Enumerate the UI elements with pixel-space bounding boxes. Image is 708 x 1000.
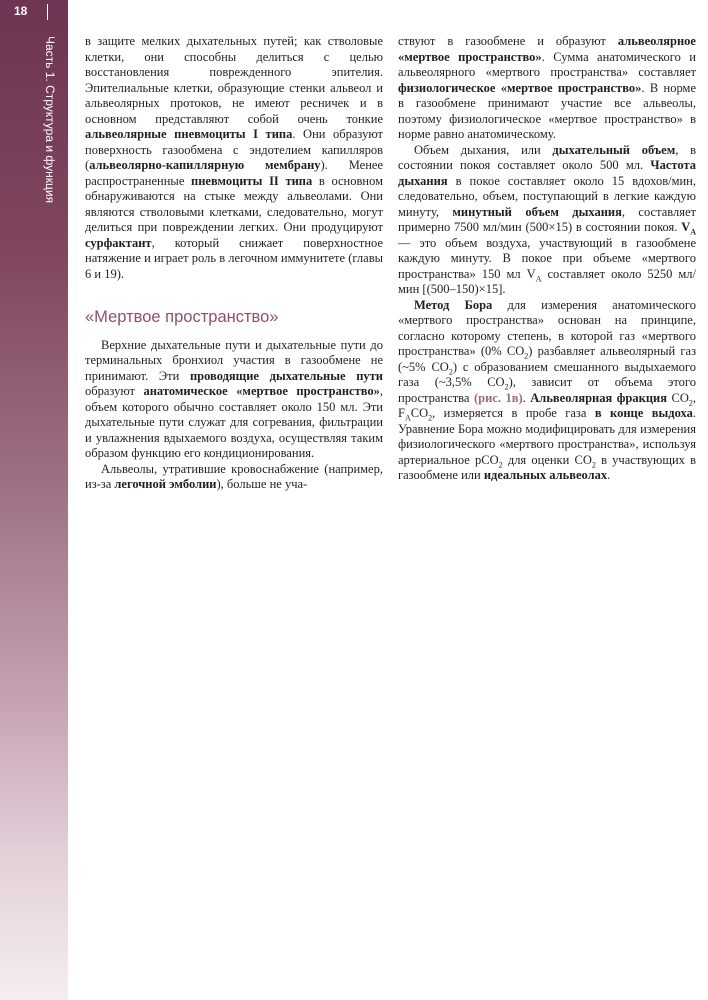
paragraph xyxy=(398,143,696,298)
bold-term: альвеолярные пневмоциты I типа xyxy=(85,127,293,141)
text-run: , объем которого обычно составляет около 150 мл. Эти дыхательные пути служат для согревания, фильтрации и увлажнения вдыхаемого воздуха, осуществляя таким образом функцию его кондиционирования. xyxy=(85,384,383,460)
text-run: Объем дыхания, или xyxy=(414,142,553,157)
text-run: в участвующих в газообмене или xyxy=(398,452,697,482)
text-run: ), зависит от объема этого пространства xyxy=(398,375,696,405)
text-run: ) разбавляет альвеолярный газ (~5% CO xyxy=(398,344,697,374)
bold-term: пневмоциты II типа xyxy=(191,173,313,188)
text-run: в покое составляет около 15 вдохов/мин, следовательно, объем, поступающий в легкие каждую минуту, xyxy=(398,173,696,219)
bold-term: анатомическое «мертвое пространство» xyxy=(143,384,380,398)
text-run: . В норме в газообмене принимают участие все альвеолы, поэтому физиологическое «мертвое пространство» в норме равно анатомическому. xyxy=(398,80,696,141)
bold-term: V xyxy=(681,220,691,234)
text-run: , измеряется в пробе газа xyxy=(432,406,595,420)
text-run: , в состоянии покоя составляет около 500 мл. xyxy=(398,142,696,172)
sidebar-band xyxy=(0,0,68,1000)
text-run: . Они образуют поверхность газообмена с эндотелием капилляров ( xyxy=(85,127,383,172)
subscript: A xyxy=(404,413,411,423)
bold-term: минутный объем дыхания xyxy=(452,204,622,219)
text-run: . xyxy=(522,390,531,405)
bold-term: легочной эмболии xyxy=(114,477,217,491)
text-run: , составляет примерно 7500 мл/мин (500×15) в состоянии покоя. xyxy=(398,204,696,234)
part-title: Часть 1. Структура и функция xyxy=(43,36,57,204)
text-run: в защите мелких дыхательных путей; как стволовые клетки, они способны делиться с целью восстановления поврежденного эпителия. Эпителиальные клетки, образующие стенки альвеол и альвеолярных протоков, не имеют ресничек и в основном представляют собой очень тонкие xyxy=(85,34,383,126)
page-number: 18 xyxy=(14,4,28,18)
bold-term: сурфактант xyxy=(85,235,152,250)
text-run: . Уравнение Бора можно модифицировать для измерения физиологического «мертвого пространства», используя артериальное pCO xyxy=(398,406,696,467)
text-run: CO xyxy=(667,390,689,405)
paragraph xyxy=(398,34,696,143)
text-run: для измерения анатомического «мертвого пространства» основан на принципе, согласно которому степень, в которой газ «мертвого пространства» (0% CO xyxy=(398,297,696,358)
text-run: ) с образованием смешанного выдыхаемого газа (~3,5% CO xyxy=(398,359,696,389)
bold-term: дыхательный объем xyxy=(552,142,676,157)
subscript: 2 xyxy=(524,351,529,361)
text-run: для оценки CO xyxy=(502,452,592,467)
text-run: . xyxy=(607,468,611,482)
text-run: — это объем воздуха, участвующий в газообмене каждую минуту. В покое при объеме «мертвого пространства» 150 мл V xyxy=(398,235,696,281)
subscript: 2 xyxy=(498,460,503,469)
text-run: , который снижает поверхностное натяжение и играет роль в легочном иммунитете (главы 6 и 19). xyxy=(85,235,383,281)
subscript: 2 xyxy=(448,367,453,376)
bold-term: проводящие дыхательные пути xyxy=(189,368,384,383)
text-run: CO xyxy=(410,406,429,420)
text-run: , F xyxy=(398,390,697,420)
left-column xyxy=(85,34,383,493)
right-column xyxy=(398,34,696,484)
text-run: образуют xyxy=(85,384,144,398)
text-run: Верхние дыхательные пути и дыхательные пути до терминальных бронхиол участия в газообмене не принимают. Эти xyxy=(85,337,383,383)
paragraph xyxy=(85,338,383,462)
subscript: 2 xyxy=(688,398,693,407)
subscript: 2 xyxy=(428,413,433,423)
text-run: составляет около 5250 мл/мин [(500–150)×15]. xyxy=(398,266,696,296)
section-heading: «Мертвое пространство» xyxy=(85,308,279,326)
text-run: Альвеолы, утратившие кровоснабжение (например, из-за xyxy=(85,461,383,491)
bold-term: альвеолярное «мертвое пространство» xyxy=(398,34,696,64)
text-run: в основном обнаруживаются на стыке между альвеолами. Они являются стволовыми клетками, следовательно, могут делиться при повреждении легких. Они продуцируют xyxy=(85,173,384,234)
figure-reference: (рис. 1в) xyxy=(473,390,523,405)
page-number-divider xyxy=(47,4,48,20)
bold-term: альвеолярно-капиллярную мембрану xyxy=(89,158,321,172)
bold-term: в конце выдоха xyxy=(594,406,693,420)
subscript: A xyxy=(690,227,696,237)
text-run: ствуют в газообмене и образуют xyxy=(398,34,618,48)
subscript: A xyxy=(535,274,542,283)
paragraph xyxy=(85,34,383,282)
bold-term: Частота дыхания xyxy=(398,158,696,188)
paragraph xyxy=(398,298,696,484)
bold-term: физиологическое «мертвое пространство» xyxy=(398,80,642,95)
text-run: . Сумма анатомического и альвеолярного «мертвого пространства» составляет xyxy=(398,49,696,79)
subscript: 2 xyxy=(504,382,509,392)
bold-term: Альвеолярная фракция xyxy=(530,390,667,405)
subscript: 2 xyxy=(591,460,596,469)
bold-term: идеальных альвеолах xyxy=(483,468,608,482)
text-run: ). Менее распространенные xyxy=(85,158,383,188)
bold-term: Метод Бора xyxy=(414,297,493,312)
text-run: ), больше не уча- xyxy=(216,477,308,491)
paragraph xyxy=(85,462,383,493)
